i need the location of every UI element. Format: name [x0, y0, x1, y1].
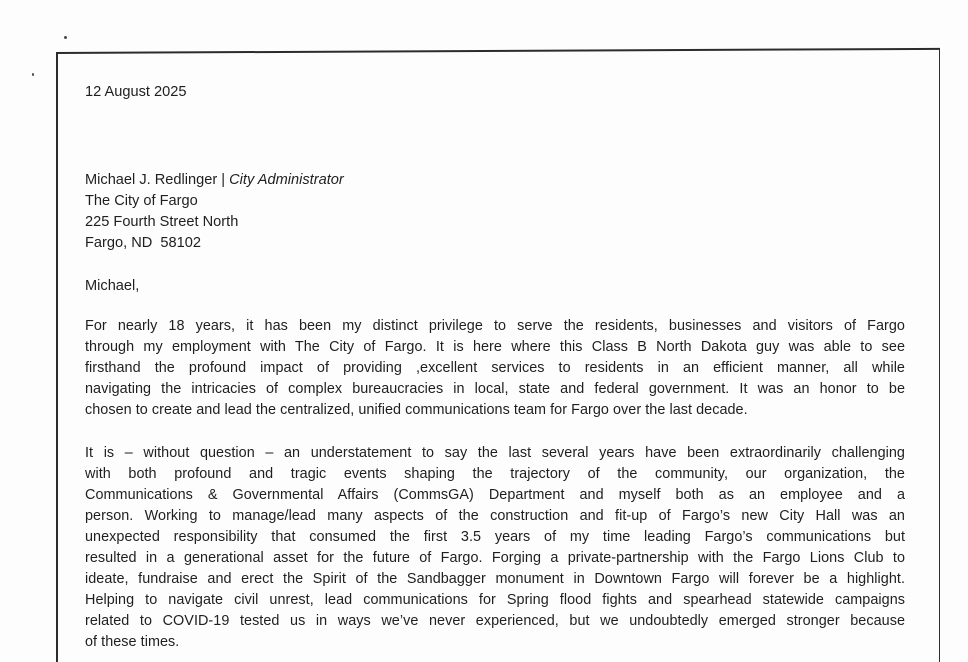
- recipient-name-line: [85, 170, 344, 191]
- recipient-separator: |: [217, 172, 230, 188]
- paragraph-line: ideate, fundraise and erect the Spirit of the Sandbagger monument in Downtown Fargo will forever be a highlight.: [85, 571, 905, 587]
- paragraph-line: It is – without question – an understatement to say the last several years have been extraordinarily challenging: [85, 445, 905, 461]
- paragraph-line: navigating the intricacies of complex bureaucracies in local, state and federal government. It was an honor to be: [85, 381, 905, 397]
- recipient-title: City Administrator: [229, 172, 344, 188]
- recipient-city-state-zip: Fargo, ND 58102: [85, 235, 202, 251]
- page-border-right: [939, 48, 941, 662]
- paragraph-line: chosen to create and lead the centralized, unified communications team for Fargo over the last decade.: [85, 402, 748, 418]
- letter-date: 12 August 2025: [85, 84, 187, 100]
- page-border-left: [56, 52, 58, 662]
- recipient-name: Michael J. Redlinger: [85, 172, 218, 188]
- paragraph-line: For nearly 18 years, it has been my distinct privilege to serve the residents, businesses and visitors of Fargo: [85, 318, 905, 334]
- recipient-street: 225 Fourth Street North: [85, 214, 239, 230]
- salutation: Michael,: [85, 278, 140, 294]
- recipient-organization: The City of Fargo: [85, 193, 198, 209]
- body-paragraph-2: [85, 443, 905, 653]
- paragraph-line: firsthand the profound impact of providing ,excellent services to residents in an efficient manner, all while: [85, 360, 905, 376]
- paragraph-line: person. Working to manage/lead many aspects of the construction and fit-up of Fargo’s new City Hall was an: [85, 508, 905, 524]
- paragraph-line: through my employment with The City of Fargo. It is here where this Class B North Dakota guy was able to see: [85, 339, 905, 355]
- paragraph-line: related to COVID-19 tested us in ways we’ve never experienced, but we undoubtedly emerged stronger because: [85, 613, 905, 629]
- paragraph-line: of these times.: [85, 634, 180, 650]
- paragraph-line: with both profound and tragic events shaping the trajectory of the community, our organization, the: [85, 466, 905, 482]
- recipient-block: [85, 170, 344, 254]
- scan-speck: [64, 36, 67, 39]
- body-paragraph-1: [85, 316, 905, 421]
- letter-content: [85, 0, 905, 662]
- scan-speck: [32, 73, 34, 76]
- paragraph-line: Communications & Governmental Affairs (CommsGA) Department and myself both as an employee and a: [85, 487, 905, 503]
- paragraph-line: unexpected responsibility that consumed the first 3.5 years of my time leading Fargo’s communications but: [85, 529, 905, 545]
- paragraph-line: resulted in a generational asset for the future of Fargo. Forging a private-partnership with the Fargo Lions Club to: [85, 550, 905, 566]
- paragraph-line: Helping to navigate civil unrest, lead communications for Spring flood fights and spearhead statewide campaigns: [85, 592, 905, 608]
